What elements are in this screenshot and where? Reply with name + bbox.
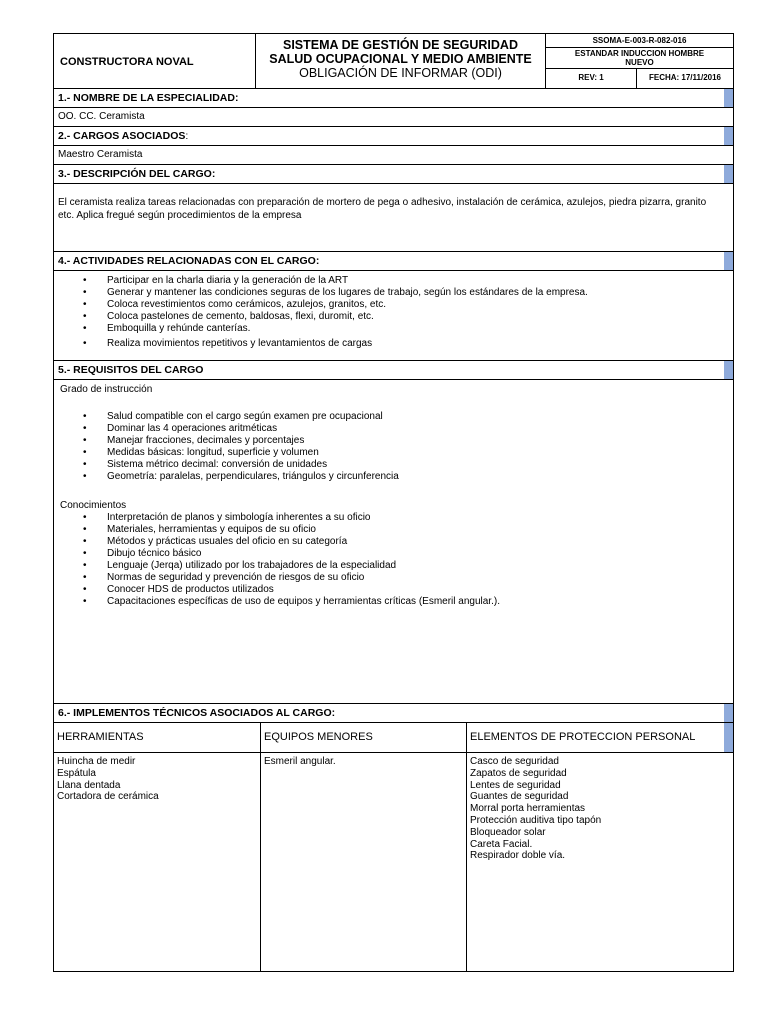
section-1-header [54, 89, 733, 108]
list-item: Cortadora de cerámica [57, 791, 159, 803]
date: FECHA: 17/11/2016 [648, 73, 722, 82]
list-item: • Geometría: paralelas, perpendiculares, triángulos y circunferencia [58, 471, 733, 483]
list-item: Espátula [57, 767, 96, 779]
activities-list [58, 275, 733, 350]
job-description: El ceramista realiza tareas relacionadas con preparación de mortero de pega o adhesivo, instalación de cerámica, azulejos, piedra pizarra, granito etc. Aplica fregué según procedimientos de la empresa [54, 184, 733, 252]
section-6-title: 6.- IMPLEMENTOS TÉCNICOS ASOCIADOS AL CARGO: [58, 707, 336, 719]
ppe-column-header-label: ELEMENTOS DE PROTECCION PERSONAL [470, 731, 696, 743]
system-title-line3: OBLIGACIÓN DE INFORMAR (ODI) [299, 66, 502, 80]
implements-header-row [54, 723, 733, 753]
section-accent-bar [724, 165, 733, 183]
specialty-value: OO. CC. Ceramista [54, 108, 733, 127]
list-item: Morral porta herramientas [470, 803, 586, 815]
tools-column-header: HERRAMIENTAS [54, 723, 261, 752]
section-accent-bar [724, 252, 733, 270]
list-item: Esmeril angular. [264, 756, 336, 767]
list-item: • Métodos y prácticas usuales del oficio en su categoría [58, 536, 733, 548]
list-item: • Generar y mantener las condiciones seguras de los lugares de trabajo, según los estándares de la empresa. [58, 287, 733, 299]
section-accent-bar [724, 723, 733, 752]
list-item: Lentes de seguridad [470, 779, 561, 791]
standard-name [546, 48, 733, 69]
list-item: Zapatos de seguridad [470, 767, 567, 779]
list-item: • Lenguaje (Jerqa) utilizado por los trabajadores de la especialidad [58, 560, 733, 572]
document-code: SSOMA-E-003-R-082-016 [546, 34, 733, 48]
odi-form [53, 33, 734, 972]
list-item: • Salud compatible con el cargo según examen pre ocupacional [58, 411, 733, 423]
list-item: Respirador doble vía. [470, 850, 566, 862]
tools-column [54, 753, 261, 971]
section-accent-bar [724, 127, 733, 145]
section-2-title: 2.- CARGOS ASOCIADOS [58, 130, 186, 142]
section-2-colon: : [185, 130, 189, 142]
list-item: • Interpretación de planos y simbología inherentes a su oficio [58, 512, 733, 524]
list-item: • Sistema métrico decimal: conversión de unidades [58, 459, 733, 471]
section-4-title: 4.- ACTIVIDADES RELACIONADAS CON EL CARGO: [58, 255, 320, 267]
list-item: • Materiales, herramientas y equipos de su oficio [58, 524, 733, 536]
section-3-header [54, 165, 733, 184]
section-4-header [54, 252, 733, 271]
system-title-line2: SALUD OCUPACIONAL Y MEDIO AMBIENTE [269, 52, 532, 66]
list-item: • Emboquilla y rehúnde canterías. [58, 323, 733, 335]
section-accent-bar [724, 89, 733, 107]
section-accent-bar [724, 361, 733, 379]
section-accent-bar [724, 704, 733, 722]
section-2-header [54, 127, 733, 146]
knowledge-label: Conocimientos [60, 500, 127, 511]
list-item: • Manejar fracciones, decimales y porcentajes [58, 435, 733, 447]
list-item: Guantes de seguridad [470, 791, 569, 803]
section-6-header [54, 704, 733, 723]
standard-name-line2: NUEVO [625, 58, 654, 67]
list-item: Llana dentada [57, 779, 121, 791]
instruction-grade-label: Grado de instrucción [60, 384, 153, 395]
section-1-title: 1.- NOMBRE DE LA ESPECIALIDAD: [58, 92, 239, 104]
list-item: • Participar en la charla diaria y la generación de la ART [58, 275, 733, 287]
list-item: Bloqueador solar [470, 826, 546, 838]
standard-name-line1: ESTANDAR INDUCCION HOMBRE [574, 49, 705, 58]
revision: REV: 1 [546, 69, 637, 88]
list-item: • Capacitaciones específicas de uso de equipos y herramientas críticas (Esmeril angular.). [58, 596, 733, 608]
list-item: • Coloca pastelones de cemento, baldosas, flexi, duromit, etc. [58, 311, 733, 323]
company-name: CONSTRUCTORA NOVAL [54, 34, 256, 89]
section-5-header [54, 361, 733, 380]
document-code-box [546, 34, 733, 89]
list-item: Careta Facial. [470, 838, 533, 850]
minor-equipment-column-header: EQUIPOS MENORES [261, 723, 467, 752]
list-item: • Conocer HDS de productos utilizados [58, 584, 733, 596]
list-item: Huincha de medir [57, 756, 136, 767]
list-item: • Coloca revestimientos como cerámicos, azulejos, granitos, etc. [58, 299, 733, 311]
section-5-title: 5.- REQUISITOS DEL CARGO [58, 364, 204, 376]
list-item: • Realiza movimientos repetitivos y levantamientos de cargas [58, 338, 733, 350]
ppe-column [467, 753, 733, 971]
list-item: • Dominar las 4 operaciones aritméticas [58, 423, 733, 435]
ppe-column-header [467, 723, 733, 752]
list-item: • Normas de seguridad y prevención de riesgos de su oficio [58, 572, 733, 584]
system-title [256, 34, 546, 89]
activities-list-box [54, 271, 733, 361]
section-3-title: 3.- DESCRIPCIÓN DEL CARGO: [58, 168, 216, 180]
list-item: • Dibujo técnico básico [58, 548, 733, 560]
form-header [54, 34, 733, 89]
minor-equipment-column [261, 753, 467, 971]
positions-value: Maestro Ceramista [54, 146, 733, 165]
implements-body-row [54, 753, 733, 971]
instruction-grade-list [58, 411, 733, 483]
knowledge-list [58, 512, 733, 608]
list-item: • Medidas básicas: longitud, superficie y volumen [58, 447, 733, 459]
system-title-line1: SISTEMA DE GESTIÓN DE SEGURIDAD [283, 38, 518, 52]
revision-row [546, 69, 733, 88]
list-item: Protección auditiva tipo tapón [470, 814, 602, 826]
requirements-box [54, 380, 733, 704]
list-item: Casco de seguridad [470, 756, 559, 767]
